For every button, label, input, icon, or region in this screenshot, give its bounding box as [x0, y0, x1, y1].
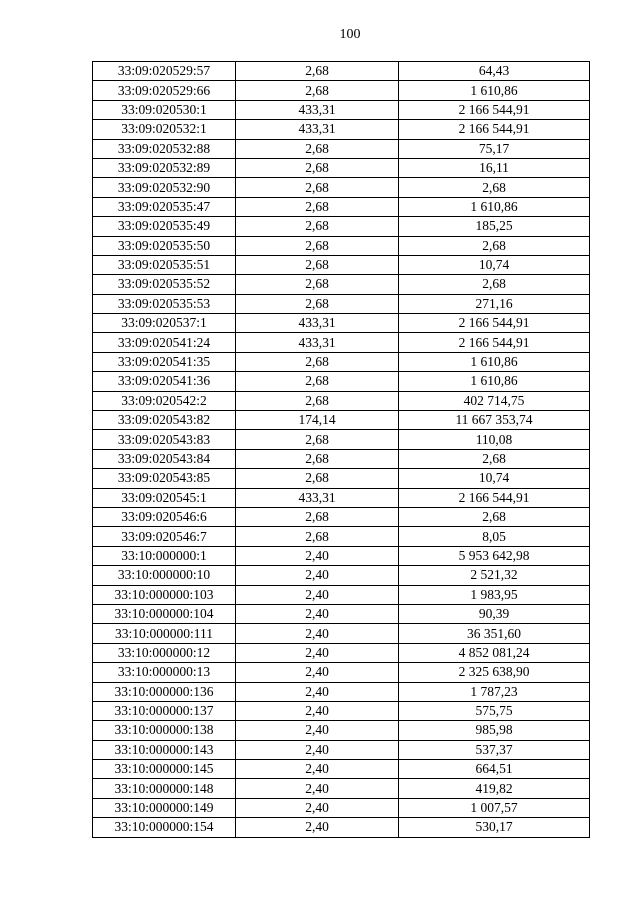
cadastral-number-cell: 33:10:000000:1 [93, 546, 236, 565]
rate-cell: 2,68 [236, 81, 399, 100]
cadastral-number-cell: 33:09:020541:24 [93, 333, 236, 352]
table-row [93, 546, 590, 565]
table-row [93, 178, 590, 197]
rate-cell: 2,68 [236, 197, 399, 216]
rate-cell: 433,31 [236, 488, 399, 507]
rate-cell: 2,40 [236, 760, 399, 779]
value-cell: 5 953 642,98 [399, 546, 590, 565]
value-cell: 2,68 [399, 449, 590, 468]
cadastral-number-cell: 33:10:000000:12 [93, 643, 236, 662]
rate-cell: 2,40 [236, 682, 399, 701]
table-row [93, 411, 590, 430]
table-row [93, 372, 590, 391]
value-cell: 419,82 [399, 779, 590, 798]
rate-cell: 2,68 [236, 507, 399, 526]
cadastral-number-cell: 33:10:000000:111 [93, 624, 236, 643]
rate-cell: 2,40 [236, 740, 399, 759]
cadastral-number-cell: 33:09:020529:66 [93, 81, 236, 100]
rate-cell: 433,31 [236, 333, 399, 352]
cadastral-number-cell: 33:10:000000:148 [93, 779, 236, 798]
cadastral-number-cell: 33:09:020543:82 [93, 411, 236, 430]
cadastral-number-cell: 33:09:020530:1 [93, 100, 236, 119]
value-cell: 1 610,86 [399, 352, 590, 371]
rate-cell: 2,68 [236, 139, 399, 158]
cadastral-number-cell: 33:10:000000:154 [93, 818, 236, 837]
table-row [93, 585, 590, 604]
value-cell: 10,74 [399, 469, 590, 488]
table-row [93, 818, 590, 837]
table-row [93, 624, 590, 643]
value-cell: 11 667 353,74 [399, 411, 590, 430]
rate-cell: 174,14 [236, 411, 399, 430]
value-cell: 1 610,86 [399, 372, 590, 391]
cadastral-number-cell: 33:09:020543:84 [93, 449, 236, 468]
cadastral-number-cell: 33:09:020529:57 [93, 62, 236, 81]
table-row [93, 158, 590, 177]
table-row [93, 798, 590, 817]
value-cell: 75,17 [399, 139, 590, 158]
table-row [93, 62, 590, 81]
cadastral-number-cell: 33:10:000000:137 [93, 701, 236, 720]
table-row [93, 81, 590, 100]
cadastral-number-cell: 33:10:000000:149 [93, 798, 236, 817]
table-row [93, 352, 590, 371]
rate-cell: 2,40 [236, 566, 399, 585]
rate-cell: 2,68 [236, 158, 399, 177]
table-row [93, 275, 590, 294]
rate-cell: 2,68 [236, 352, 399, 371]
rate-cell: 2,68 [236, 449, 399, 468]
table-row [93, 236, 590, 255]
rate-cell: 2,68 [236, 469, 399, 488]
value-cell: 2,68 [399, 236, 590, 255]
rate-cell: 2,68 [236, 255, 399, 274]
rate-cell: 2,40 [236, 585, 399, 604]
value-cell: 110,08 [399, 430, 590, 449]
value-cell: 8,05 [399, 527, 590, 546]
value-cell: 36 351,60 [399, 624, 590, 643]
value-cell: 664,51 [399, 760, 590, 779]
rate-cell: 2,68 [236, 294, 399, 313]
rate-cell: 2,40 [236, 546, 399, 565]
table-row [93, 314, 590, 333]
value-cell: 1 983,95 [399, 585, 590, 604]
rate-cell: 2,68 [236, 430, 399, 449]
value-cell: 2,68 [399, 507, 590, 526]
cadastral-number-cell: 33:09:020543:85 [93, 469, 236, 488]
rate-cell: 2,68 [236, 372, 399, 391]
cadastral-number-cell: 33:09:020541:36 [93, 372, 236, 391]
cadastral-number-cell: 33:09:020535:52 [93, 275, 236, 294]
value-cell: 271,16 [399, 294, 590, 313]
rate-cell: 2,40 [236, 643, 399, 662]
value-cell: 16,11 [399, 158, 590, 177]
cadastral-number-cell: 33:09:020535:47 [93, 197, 236, 216]
table-row [93, 469, 590, 488]
rate-cell: 2,40 [236, 701, 399, 720]
table-row [93, 430, 590, 449]
table-row [93, 604, 590, 623]
cadastral-number-cell: 33:09:020546:7 [93, 527, 236, 546]
cadastral-number-cell: 33:10:000000:13 [93, 663, 236, 682]
rate-cell: 2,68 [236, 527, 399, 546]
cadastral-number-cell: 33:10:000000:136 [93, 682, 236, 701]
rate-cell: 2,68 [236, 275, 399, 294]
table-row [93, 488, 590, 507]
value-cell: 2,68 [399, 275, 590, 294]
rate-cell: 2,40 [236, 779, 399, 798]
cadastral-number-cell: 33:10:000000:10 [93, 566, 236, 585]
value-cell: 2 166 544,91 [399, 314, 590, 333]
cadastral-number-cell: 33:09:020543:83 [93, 430, 236, 449]
rate-cell: 2,40 [236, 604, 399, 623]
page-number: 100 [339, 27, 361, 42]
value-cell: 2 166 544,91 [399, 488, 590, 507]
value-cell: 185,25 [399, 217, 590, 236]
value-cell: 90,39 [399, 604, 590, 623]
table-body [93, 62, 590, 838]
table-row [93, 740, 590, 759]
rate-cell: 2,40 [236, 721, 399, 740]
cadastral-number-cell: 33:09:020546:6 [93, 507, 236, 526]
table-row [93, 197, 590, 216]
cadastral-number-cell: 33:10:000000:143 [93, 740, 236, 759]
value-cell: 575,75 [399, 701, 590, 720]
table-row [93, 294, 590, 313]
value-cell: 2,68 [399, 178, 590, 197]
table-row [93, 217, 590, 236]
value-cell: 985,98 [399, 721, 590, 740]
value-cell: 1 610,86 [399, 197, 590, 216]
value-cell: 1 610,86 [399, 81, 590, 100]
value-cell: 530,17 [399, 818, 590, 837]
table-row [93, 779, 590, 798]
value-cell: 402 714,75 [399, 391, 590, 410]
cadastral-number-cell: 33:09:020541:35 [93, 352, 236, 371]
value-cell: 1 787,23 [399, 682, 590, 701]
table-row [93, 721, 590, 740]
rate-cell: 2,40 [236, 624, 399, 643]
cadastral-number-cell: 33:09:020532:1 [93, 120, 236, 139]
table-row [93, 391, 590, 410]
rate-cell: 2,68 [236, 236, 399, 255]
table-row [93, 333, 590, 352]
value-cell: 2 166 544,91 [399, 333, 590, 352]
value-cell: 2 166 544,91 [399, 100, 590, 119]
cadastral-number-cell: 33:09:020535:50 [93, 236, 236, 255]
cadastral-number-cell: 33:09:020537:1 [93, 314, 236, 333]
cadastral-number-cell: 33:09:020532:88 [93, 139, 236, 158]
cadastral-number-cell: 33:10:000000:138 [93, 721, 236, 740]
value-cell: 64,43 [399, 62, 590, 81]
table-row [93, 682, 590, 701]
table-row [93, 507, 590, 526]
cadastral-number-cell: 33:09:020532:90 [93, 178, 236, 197]
value-cell: 10,74 [399, 255, 590, 274]
table-row [93, 255, 590, 274]
rate-cell: 2,40 [236, 663, 399, 682]
value-cell: 2 521,32 [399, 566, 590, 585]
cadastral-number-cell: 33:09:020535:49 [93, 217, 236, 236]
data-table [92, 61, 590, 838]
rate-cell: 433,31 [236, 120, 399, 139]
table-row [93, 120, 590, 139]
rate-cell: 2,68 [236, 62, 399, 81]
table-row [93, 643, 590, 662]
rate-cell: 2,68 [236, 217, 399, 236]
value-cell: 2 325 638,90 [399, 663, 590, 682]
rate-cell: 433,31 [236, 314, 399, 333]
rate-cell: 433,31 [236, 100, 399, 119]
table-row [93, 100, 590, 119]
value-cell: 537,37 [399, 740, 590, 759]
table-row [93, 139, 590, 158]
table-row [93, 663, 590, 682]
table-row [93, 566, 590, 585]
table-row [93, 527, 590, 546]
table-row [93, 760, 590, 779]
cadastral-number-cell: 33:09:020545:1 [93, 488, 236, 507]
cadastral-number-cell: 33:09:020535:51 [93, 255, 236, 274]
value-cell: 4 852 081,24 [399, 643, 590, 662]
cadastral-number-cell: 33:10:000000:104 [93, 604, 236, 623]
cadastral-number-cell: 33:10:000000:103 [93, 585, 236, 604]
cadastral-number-cell: 33:09:020542:2 [93, 391, 236, 410]
table-row [93, 449, 590, 468]
rate-cell: 2,40 [236, 798, 399, 817]
rate-cell: 2,40 [236, 818, 399, 837]
table-row [93, 701, 590, 720]
cadastral-number-cell: 33:10:000000:145 [93, 760, 236, 779]
rate-cell: 2,68 [236, 391, 399, 410]
value-cell: 1 007,57 [399, 798, 590, 817]
cadastral-number-cell: 33:09:020535:53 [93, 294, 236, 313]
cadastral-number-cell: 33:09:020532:89 [93, 158, 236, 177]
value-cell: 2 166 544,91 [399, 120, 590, 139]
rate-cell: 2,68 [236, 178, 399, 197]
